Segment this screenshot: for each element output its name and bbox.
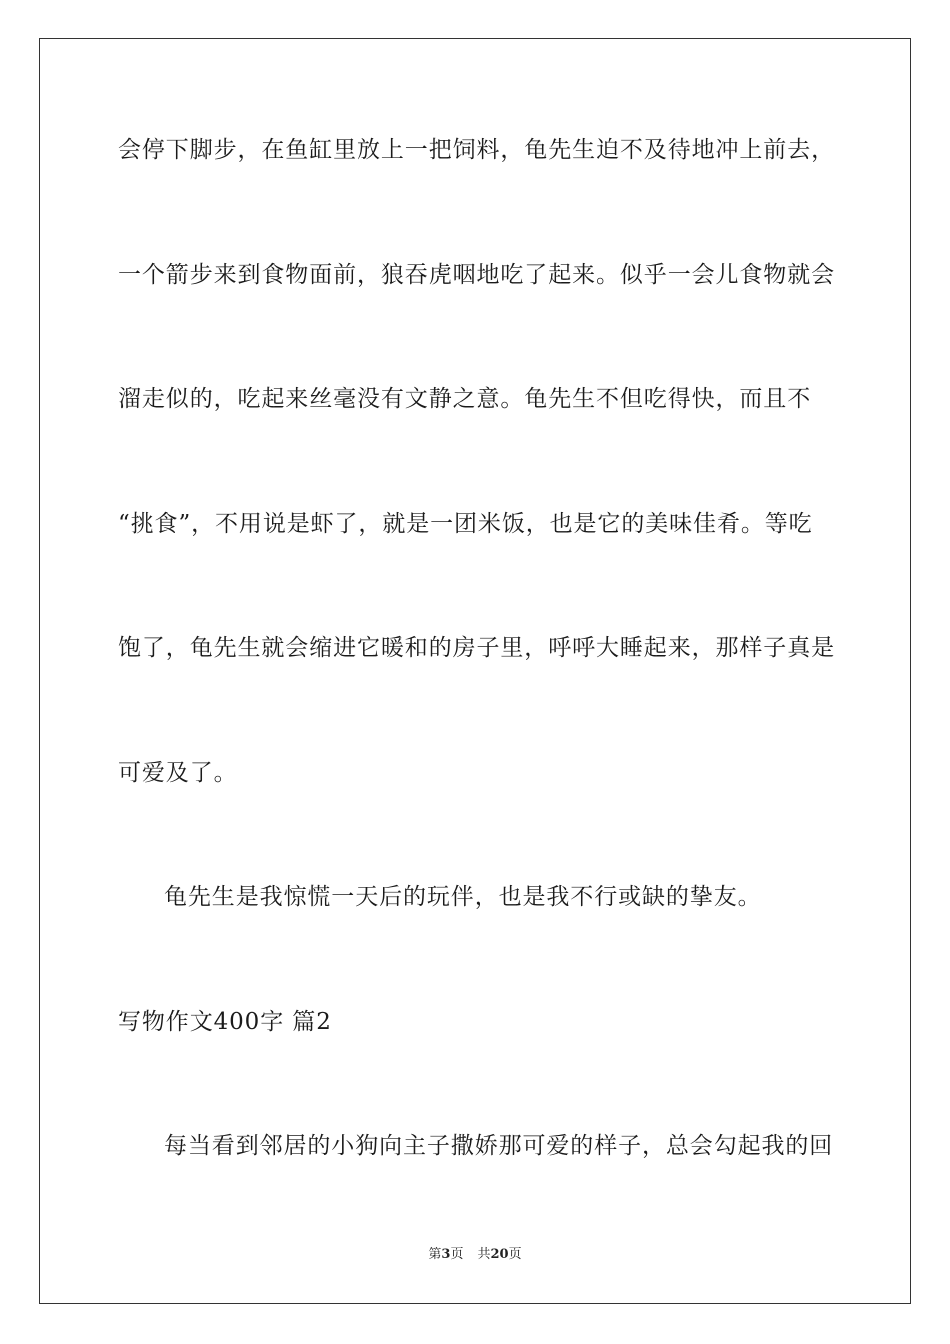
paragraph-line-7: 龟先生是我惊慌一天后的玩伴，也是我不行或缺的挚友。	[164, 884, 762, 910]
section-heading: 写物作文400字 篇2	[118, 1009, 332, 1035]
paragraph-line-3: 溜走似的，吃起来丝毫没有文静之意。龟先生不但吃得快，而且不	[118, 386, 812, 412]
paragraph-line-2: 一个箭步来到食物面前，狼吞虎咽地吃了起来。似乎一会儿食物就会	[118, 262, 835, 288]
total-pages: 20	[490, 1247, 509, 1262]
page-suffix: 页	[450, 1247, 464, 1262]
paragraph-line-6: 可爱及了。	[118, 760, 238, 786]
page-prefix: 第	[428, 1247, 442, 1262]
total-prefix: 共	[477, 1247, 491, 1262]
page-number: 3	[441, 1247, 451, 1262]
paragraph-line-4: “挑食”，不用说是虾了，就是一团米饭，也是它的美味佳肴。等吃	[118, 511, 813, 537]
total-suffix: 页	[508, 1247, 522, 1262]
paragraph-line-1: 会停下脚步，在鱼缸里放上一把饲料，龟先生迫不及待地冲上前去，	[118, 137, 835, 163]
paragraph-line-8: 每当看到邻居的小狗向主子撒娇那可爱的样子，总会勾起我的回	[164, 1133, 834, 1159]
page-footer	[0, 1246, 950, 1264]
paragraph-line-5: 饱了，龟先生就会缩进它暖和的房子里，呼呼大睡起来，那样子真是	[118, 635, 835, 661]
page-border	[39, 38, 911, 1304]
